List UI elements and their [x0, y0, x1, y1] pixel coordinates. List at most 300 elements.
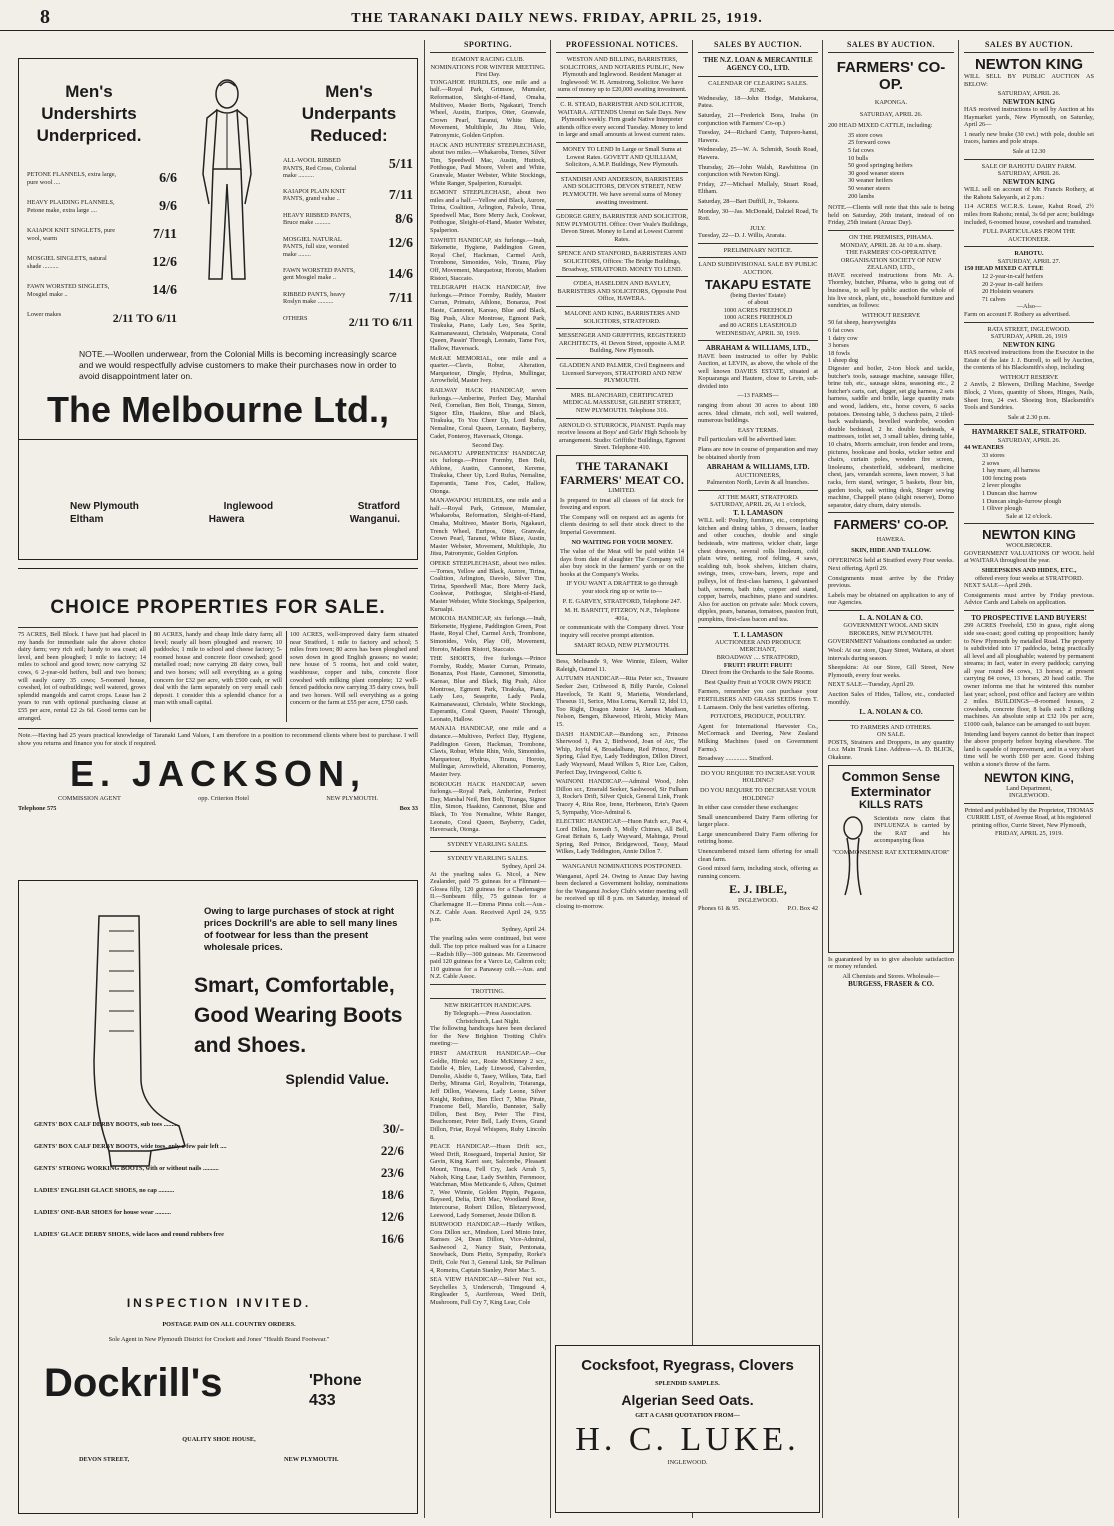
race-nominations: TELEGRAPH HACK HANDICAP, five furlongs.—Prince Formby, Ruddy, Masterr Curran, Primato, Athlone, Bonanza, Post Haste, Cannonet, Kareao, Blue and Black, Big Push, Alice Montrose, Egmont Park, Tirakuka, Piano, Lady Leo, Sea Sprite, Kaimanawauui, Christalo, Waipunata, Coral Queen, Passin' Through, Leonato, Tame Fox, Hallow, Haversack.	[430, 284, 546, 352]
list-item: 1 Duncan single-furrow plough	[982, 497, 1062, 505]
price-ribbed: 7/11	[388, 290, 413, 306]
boot-price: 30/-	[383, 1121, 404, 1136]
cs-name: "COMMONSENSE RAT EXTERMINATOR"	[832, 848, 950, 856]
sydney-sub: SYDNEY YEARLING SALES.	[447, 855, 529, 863]
list-item: 1 Oliver plough	[982, 505, 1022, 513]
weaners: 44 WEANERS	[964, 444, 1004, 452]
newton-king-5: NEWTON KING	[982, 527, 1076, 543]
race-nominations: McRAE MEMORIAL, one mile and a quarter.—Clavis, Robur, Alteration, Marquetour, Dingle, Hydrus, Mullingar, Arrowfield, Master Ivey.	[430, 354, 546, 385]
meat-text: NO WAITING FOR YOUR MONEY.	[571, 538, 673, 546]
weston-billing: WESTON AND BILLING, BARRISTERS, SOLICITORS, AND NOTARIES PUBLIC, New Plymouth and Inglewood. Resident Manager at Inglewood: W. H. Armstrong, Solicitor. We have sums of money up to £20,000 awaiting investment.	[557, 56, 687, 94]
item-fawn: FAWN WORSTED SINGLETS, Mosgiel make ..	[27, 283, 110, 298]
nominations: NOMINATIONS FOR WINTER MEETING.	[430, 63, 546, 71]
offered: offered every four weeks at STRATFORD.	[974, 574, 1084, 582]
abraham-text: Plans are now in course of preparation and may be obtained shortly from	[698, 446, 818, 461]
list-item: 2 sows	[982, 459, 1000, 467]
branch: Stratford	[357, 501, 400, 512]
price-kaiapoi: 7/11	[152, 227, 177, 242]
auctioneers: AUCTIONEERS,	[735, 471, 781, 479]
spence-stanford: SPENCE AND STANFORD, BARRISTERS AND SOLICITORS, Offices: The Bridge Buildings, Broadway, STRATFORD. MONEY TO LEND.	[557, 250, 687, 273]
boot-item: GENTS' BOX CALF DERBY BOOTS, sub toes ..........	[34, 1121, 180, 1128]
govt-item: NEXT SALE—Tuesday, April 29.	[828, 681, 915, 689]
melbourne-name: The Melbourne Ltd.,	[47, 389, 389, 430]
price-mosgiel: 12/6	[152, 255, 177, 270]
trotting-heading: TROTTING.	[471, 987, 505, 995]
boot-item: LADIES' GLACE DERBY SHOES, wide laces and round rubbers free	[34, 1231, 224, 1238]
anvils: 2 Anvils, 2 Blowers, Drilling Machine, Swedge Block, 2 Vices, quantity of Shoes, Hinges, Nails, Sheet Iron, 24 cwt. Shoeing Iron, Blacksmith's Tools and Sundries.	[964, 381, 1094, 412]
devon-street: DEVON STREET,	[79, 1456, 130, 1463]
phones: Phones 61 & 95.	[698, 905, 740, 913]
farm-rothery: Farm on account F. Rothery as advertised.	[964, 311, 1071, 319]
guarantee: Is guaranteed by us to give absolute satisfaction or money refunded.	[828, 955, 954, 971]
fruit-text: DO YOU REQUIRE TO DECREASE YOUR HOLDING?	[700, 786, 816, 802]
sat-27: SATURDAY, APRIL 27.	[997, 257, 1061, 265]
govt-brokers: GOVERNMENT WOOL AND SKIN BROKERS, NEW PLYMOUTH.	[843, 622, 939, 637]
dockrill-town: NEW PLYMOUTH.	[284, 1456, 339, 1463]
abraham-text: EASY TERMS.	[737, 426, 779, 434]
fruit-text: Good mixed farm, including stock, offering as running concern.	[698, 865, 818, 880]
fruit-text: Small unencumbered Dairy Farm offering for larger place.	[698, 813, 818, 829]
burgess: BURGESS, FRASER & CO.	[848, 980, 934, 989]
branch: Hawera	[208, 514, 245, 525]
melbourne-ad	[18, 58, 418, 440]
race-continued: ELECTRIC HANDICAP.—Huon Patch scr., Pax 4, Lord Dillon, Isonoth 5, Molly Chimes, All Bell, Great Britain 6, Lady Wayward, Mahinga, Proud Spring, Red Prince, Bridgewood, Tassy, Maud Wilkes, Lady Teddington, Annie Dillon 7.	[556, 818, 688, 856]
consign-2: Consignments must arrive by Friday previous. Advice Cards and Labels on application.	[964, 591, 1094, 607]
abraham-text: —13 FARMS—	[737, 392, 779, 400]
dockrills-name: Dockrill's	[44, 1361, 223, 1405]
boot-item: GENTS' BOX CALF DERBY BOOTS, wide toes, only a few pair left ....	[34, 1143, 227, 1150]
meat-text: The value of the Meat will be paid within 14 days from date of slaughter The Company will also buy stock in the farmers' yards or on the hooks at the Company's Works.	[560, 548, 684, 578]
sporting-column	[426, 40, 550, 1518]
luke-ad	[555, 1345, 820, 1513]
consign: Consignments must arrive by the Friday previous.	[828, 574, 954, 590]
race-continued: WAINONI HANDICAP.—Admiral Wood, John Dillon scr., Emerald Seeker, Sashwood, Sir Fulham 3, Rocke's Drift, Silver Quick, General Link, Frank Tracey 4, Rita Roe, Irene, Herbneon, Erin's Queen 5, Sympathy, Vice-Admiral 6.	[556, 778, 688, 816]
abraham-text: ranging from about 30 acres to about 180 acres. Ideal climate, rich soil, well watered, numerous buildings.	[698, 402, 818, 425]
price-fawn: 14/6	[152, 283, 177, 298]
clearing-sale: Wednesday, 25—W. A. Schmidt, South Road, Hawera.	[698, 146, 818, 161]
sydney-date: Sydney, April 24.	[501, 862, 546, 870]
price-others: 2/11 TO 6/11	[348, 314, 413, 329]
list-item: 1 Duncan disc harrow	[982, 489, 1038, 497]
takapu-estate: TAKAPU ESTATE	[704, 276, 812, 292]
algerian-oats: Algerian Seed Oats.	[621, 1391, 754, 1408]
newton-king-6: NEWTON KING,	[984, 770, 1074, 785]
race-nominations: MANAIA HANDICAP, one mile and a distance.—Multiveo, Perfect Day, Hygiene, Paddington Green, Hackman, Trombone, Clavis, Robur, White Rhin, Volo, Simonides, Marquetour, Hydrus, Tiranu, Horoto, Mullingar, Arrowfield, Alteration, Pomeroy, Master Ivey.	[430, 725, 546, 779]
fruit-text: Direct from the Orchards to the Sale Rooms.	[701, 669, 815, 677]
property-75-acres: 75 ACRES, Bell Block. I have just had placed in my hands for immediate sale the above choice dairy farm; very rich soil; handy to sea coast; all level, and been ploughed; 1 mile to factory; 14 miles to school and good town; now carrying 32 cows, 6 2-year-old heifers, bull and two horses; will easily carry 35 cows; 5-roomed house, cowshed, lot of outbuildings; well watered, grows splendid mangolds and carrot crops. Lease has 2 years to run with optional purchasing clause at £55 per acre, rental £2 2s 6d. Good terms can be arranged.	[18, 631, 146, 722]
first-day: First Day.	[475, 71, 501, 79]
hawera: HAWERA.	[876, 536, 906, 544]
haymarket-stratford: HAYMARKET SALE, STRATFORD.	[971, 428, 1087, 437]
cattle-item: 50 good springing heifers	[848, 162, 913, 170]
opp-label: opp. Criterion Hotel	[198, 795, 249, 803]
meat-text: IF YOU WANT A DRAFTER to go through your stock ring up or write to—	[566, 580, 678, 596]
kaponga: KAPONGA.	[874, 99, 908, 106]
race-nominations: EGMONT STEEPLECHASE, about two miles and a half.—Yellow and Black, Aurore, Tirina, Coalition, Arlington, Palvolo, Tirua, Speedwell Mac, Bore Merry Jack, Cookwar, Potthogue, Sleight-of-Hand, Master Webster, Spalperion.	[430, 189, 546, 235]
fruit-text: Best Quality Fruit at YOUR OWN PRICE	[704, 678, 812, 686]
clearing-sale: Tuesday, 22—D. J. Willis, Ararata.	[698, 232, 787, 240]
nz-loan: THE N.Z. LOAN & MERCANTILE AGENCY CO., LTD.	[703, 56, 813, 73]
dockrills-ad	[18, 880, 418, 1514]
sat-26b: SATURDAY, APRIL 26.	[997, 436, 1061, 444]
item-others: OTHERS	[283, 314, 308, 322]
standish-anderson: STANDISH AND ANDERSON, BARRISTERS AND SOLICITORS, DEVON STREET, NEW PLYMOUTH. We have several sums of Money awaiting investment.	[560, 175, 684, 206]
auctioneer-produce: AUCTIONEER AND PRODUCE MERCHANT,	[714, 638, 802, 654]
mrs-blanchard: MRS. BLANCHARD, CERTIFICATED MEDICAL MASSEUSE, GILBERT STREET, NEW PLYMOUTH. Telephone 316.	[563, 391, 681, 414]
price-allwool: 5/11	[388, 157, 413, 172]
boot-price-list	[34, 1121, 404, 1247]
nolan-2: L. A. NOLAN & CO.	[859, 708, 923, 717]
list-item: 1 hay mare, all harness	[982, 467, 1040, 475]
messenger-griffiths: MESSENGER AND GRIFFITHS, REGISTERED ARCHITECTS, 41 Devon Street, opposite A.M.P. Building, New Plymouth.	[558, 332, 686, 355]
column-rule	[550, 40, 551, 1518]
boot-price: 22/6	[380, 1143, 404, 1158]
abraham-williams-2: ABRAHAM & WILLIAMS, LTD.	[706, 463, 810, 472]
list-item: 100 fencing posts	[982, 474, 1027, 482]
cattle-item: 25 forward cows	[848, 139, 891, 147]
undershirt-price-list	[27, 171, 177, 326]
race-continued: WANGANUI NOMINATIONS POSTPONED.	[562, 863, 682, 871]
list-item: 2 lever ploughs	[982, 482, 1021, 490]
choice-properties	[18, 568, 418, 813]
fruit-text: Large unencumbered Dairy Farm offering for retiring home.	[698, 830, 818, 846]
price-kaiapoi-pants: 7/11	[388, 187, 413, 203]
telephone: Telephone 575	[18, 804, 57, 812]
pobox: P.O. Box 42	[787, 905, 818, 913]
palmerston: Palmerston North, Levin & all branches.	[706, 479, 810, 487]
meat-text: P. E. GARVEY, STRATFORD, Telephone 247.	[562, 597, 682, 605]
page-number: 8	[40, 6, 50, 28]
item-fawn-pants: FAWN WORSTED PANTS, gent Mosgiel make ..	[283, 266, 355, 282]
item-mosgiel-pants: MOSGIEL NATURAL PANTS, full size, worsted make ........	[283, 235, 349, 258]
cattle-item: 35 store cows	[848, 131, 883, 139]
organisation: THE FARMERS' CO-OPERATIVE ORGANISATION SOCIETY OF NEW ZEALAND, LTD.,	[840, 249, 942, 272]
meat-limited: LIMITED.	[608, 486, 636, 494]
fruit-text: Broadway .............. Stratford.	[698, 755, 774, 763]
postage-paid: POSTAGE PAID ON ALL COUNTRY ORDERS.	[162, 1321, 296, 1328]
next-sale: NEXT SALE—April 29th.	[964, 582, 1032, 590]
race-continued: Bess, Melisande 9, Wee Winnie, Eileen, Walter Raleigh, Oatmel 11.	[556, 658, 688, 673]
skin-hide-tallow: SKIN, HIDE AND TALLOW.	[851, 546, 931, 554]
broadway: BROADWAY .... STRATFORD,	[716, 654, 800, 661]
sale-time-3: Sale at 12 o'clock.	[1006, 512, 1052, 520]
column-rule	[424, 40, 425, 1518]
boot-price: 16/6	[380, 1231, 404, 1246]
luke-name: H. C. LUKE.	[575, 1421, 800, 1459]
skin-text: OFFERINGS held at Stratford every Four weeks. Next offering, April 29.	[828, 557, 954, 573]
without-reserve: WITHOUT RESERVE	[861, 311, 921, 319]
woollen-note: NOTE.—Woollen underwear, from the Colonial Mills is becoming increasingly scarce and we would respectfully advise customers to make their purchases now in order to avoid disappointment later on.	[79, 349, 397, 381]
haymarket-list	[964, 452, 1094, 513]
estate: HAS received instructions from the Executor in the Estate of the late J. J. Burrell, to sell by Auction, the contents of his Blacksmith's shop, including	[964, 349, 1094, 372]
being: (being Davies' Estate)	[730, 291, 786, 299]
sporting-heading: SPORTING.	[463, 40, 512, 49]
column-rule	[822, 40, 823, 1518]
of-about: of about	[747, 299, 769, 307]
govt-item: Wool: At our store, Quay Street, Waitara, at short intervals during season.	[828, 647, 954, 662]
newton-king: NEWTON KING	[974, 56, 1084, 73]
pihama-premises: ON THE PREMISES, PIHAMA.	[848, 233, 934, 241]
head-150: 150 HEAD MIXED CATTLE	[964, 265, 1044, 273]
cattle-item: 20 2-year in-calf heifers	[982, 280, 1043, 288]
sydney-text: At the yearling sales G. Nicol, a New Zealander, paid 75 guineas for a Flinnant—Glosea filly, 120 guineas for a Charlemagne II.—Sunbeam filly, 75 guineas for a Charlemagne II.—Emma Pinna colt.—Aus.-N.Z. Cable Assn. Received April 24, 9.55 p.m.	[430, 870, 546, 924]
town-label: NEW PLYMOUTH.	[326, 795, 378, 803]
freehold: 1000 ACRES FREEHOLD	[723, 306, 793, 314]
acres-299: 299 ACRES Freehold, £50 in grass, right along side sea-coast; good cutting up proposition; handy to New Plymouth by metalled Road. The property is subdivided into 17 paddocks, being practically all level and all ploughable; watered by permanent streams; in fact, water in every paddock; carrying all year round 84 cows, 13 horses; at present carrying 84 cows, 13 horses, 20 head cattle. The owner informs me that he wintered this number last year; school, post office and factory are within 2 miles. BUILDINGS—8-roomed houses, 2 cowsheds, concrete floor, 8 bails each 2 milking machines. An absolute snip at £32 10s per acre, £1000 cash, balance can be arranged to suit buyer.	[964, 622, 1094, 729]
sole-agent: Sole Agent in New Plymouth District for Crockett and Jones' "Health Brand Footwear."	[108, 1336, 330, 1343]
price-plaiding: 9/6	[159, 199, 177, 214]
stock-text: Digester and boiler, 2-ton block and tackle, butcher's tools, sausage machine, sausage filler, brine tub, etc., sausage skins, seasoning etc., 2 butcher's carts, cart, digger, set gig harness, 2 sets harness, saddle and bridle, large quantity mats and wood, ladders, etc., horse covers, 6 sacks potatoes. Dressing table, 3 duchess pairs, 2 tiled-back washstands, bevelled wardrobe, wooden double bedstead, 2 hr. double bedsteads, 4 mattresses, toilet set, 3 small tables, dining table, 10 chairs, Morris armchair, iron fender and irons, pictures, bookcase and books, wicker settee and chairs, curtain poles, wooden fire screen, linoleums, chesterfield, sideboard, medicine chest, jars, verandah screens, lawn mower, 3 hat racks, fern stand, wringer, 5 baskets, flour bin, garden tools, oak writing desk, Singer sewing machine, Chappell piano (slight reserve), Domo separator, dairy churn, dairy utensils.	[828, 365, 954, 509]
abraham-text: HAVE been instructed to offer by Public Auction, at LEVIN, as above, the whole of the well known DAVIES ESTATE, situated at Kopuaranga and Hautere, close to Levin, sub-divided into	[698, 352, 818, 390]
newton-king-4: NEWTON KING	[1002, 340, 1056, 349]
cocksfoot: Cocksfoot, Ryegrass, Clovers	[581, 1357, 794, 1374]
fruit-heading: FRUIT! FRUIT! FRUIT!	[723, 661, 793, 669]
race-continued: DASH HANDICAP.—Bundong scr., Princess Sherwood 1, Pax 2, Birdwood, Joan of Arc, The Whip, Joyful 4, Broadalbane, Red Prince, Proud Spring, Glad Eye, Lady Teddington, Dillon Direct, Lady Wayward, Maud Wilkes 5, Rice Lee, Calton, Perfect Day, Irvingwood, Celtic 6.	[556, 730, 688, 776]
auction-column-2	[824, 40, 958, 1518]
brighton-text: SEA VIEW HANDICAP.—Silver Nut scr., Seychelles 3, Underscrub, Timgound 4, Ringleader 5, Auriferous, Weed Drift, Mushroom, Full Cry 7, King Lear, Cole	[430, 1276, 546, 1307]
price-mosgiel-pants: 12/6	[388, 235, 413, 251]
jackson-address	[18, 795, 418, 803]
item-petone: PETONE FLANNELS, extra large, pure wool ....	[27, 171, 117, 186]
preliminary-notice: PRELIMINARY NOTICE.	[723, 246, 793, 254]
haymarket: HAS received instructions to sell by Auction at his Haymarket yards, New Plymouth, on Saturday, April 26—	[964, 106, 1094, 129]
fruit-text: DO YOU REQUIRE TO INCREASE YOUR HOLDING?	[700, 769, 816, 785]
boot-item: LADIES' ENGLISH GLACE SHOES, no cap ..........	[34, 1187, 175, 1194]
kills-rats: KILLS RATS	[859, 798, 923, 811]
chemists: All Chemists and Stores. Wholesale—	[842, 972, 940, 980]
clearing-sale: Monday, 30—Jas. McDonald, Dalziel Road, Te Roti.	[698, 207, 818, 223]
clearing-sale: Saturday, 21—Frederick Bora, Inaha (in conjunction with Farmers' Co-op.)	[698, 111, 818, 127]
boot-item: LADIES' ONE-BAR SHOES for house wear ..........	[34, 1209, 171, 1216]
gladden-palmer: GLADDEN AND PALMER, Civil Engineers and Licensed Surveyors, STRATFORD AND NEW PLYMOUTH.	[559, 362, 685, 385]
cash-quote: GET A CASH QUOTATION FROM—	[635, 1411, 740, 1419]
without-reserve-2: WITHOUT RESERVE	[999, 373, 1059, 381]
item-mosgiel: MOSGIEL SINGLETS, natural shade ..........	[27, 255, 107, 270]
lamason-2: T. I. LAMASON	[733, 630, 783, 639]
monday: MONDAY, APRIL 28. At 10 a.m. sharp.	[840, 241, 942, 249]
price-lower: 2/11 TO 6/11	[112, 311, 177, 325]
brighton-text: The following handicaps have been declared for the New Brighton Trotting Club's meeting:—	[430, 1025, 546, 1048]
stock-item: 50 fat sheep, heavyweights	[828, 319, 897, 327]
price-heavy-ribbed: 8/6	[395, 211, 413, 227]
quality-shoe-house: QUALITY SHOE HOUSE,	[182, 1436, 256, 1443]
property-100-acres: 100 ACRES, well-improved dairy farm situated near Stratford, 1 mile to factory and school; 5 miles from town; 80 acres has been ploughed and sown down in good English grasses; no waste; new house of 5 rooms, hot and cold water, washhouse, copper and tubs, concrete floor cowshed with milking plant complete; 12 well-fenced paddocks now carrying 35 dairy cows, bull and two horses. Will sell everything as a going concern or the farm at £55 per acre, £750 cash.	[286, 631, 418, 722]
fruit-text: Farmers, remember you can purchase your FERTILISERS AND GRASS SEEDS from T. I. Lamason. Only the best varieties offering.	[698, 688, 818, 711]
odea-haselden: O'DEA, HASELDEN AND BAYLEY, BARRISTERS AND SOLICITORS, Opposite Post Office, HAWERA.	[557, 280, 687, 303]
money-to-lend: MONEY TO LEND In Large or Small Sums at Lowest Rates. GOVETT AND QUILLIAM, Solicitors, A.M.P. Buildings, New Plymouth.	[562, 145, 682, 169]
boot-price: 18/6	[380, 1187, 404, 1202]
auction-heading: SALES BY AUCTION.	[846, 40, 935, 49]
meat-text: SMART ROAD, NEW PLYMOUTH.	[574, 641, 670, 649]
july-label: JULY.	[750, 224, 766, 232]
cattle-item: 30 weaner heifers	[848, 177, 893, 185]
branch: Eltham	[70, 514, 104, 525]
will-sell: WILL SELL BY PUBLIC AUCTION AS BELOW:	[964, 73, 1094, 88]
item-lower: Lower makes	[27, 311, 62, 318]
box: Box 33	[399, 804, 418, 812]
stock-item: 6 fat cows	[828, 327, 854, 335]
ible-town: INGLEWOOD.	[737, 897, 779, 905]
rata-street: RATA STREET, INGLEWOOD.	[987, 325, 1071, 333]
govt-valuations: GOVERNMENT VALUATIONS OF WOOL held at WAITARA throughout the year.	[964, 549, 1094, 565]
item-plaiding: HEAVY PLAIDING FLANNELS, Petone make, extra large ....	[27, 199, 115, 214]
fruit-text: Agent for International Harvester Co., McCormack and Deering, New Zealand Milking Machines (used on Government Farms).	[698, 722, 818, 753]
govt-item: Sheepskins: At our Store, Gill Street, New Plymouth, every four weeks.	[828, 664, 954, 679]
item-ribbed: RIBBED PANTS, heavy Roslyn make ..........	[283, 290, 346, 306]
clearing-sale: Tuesday, 24—Richard Canty, Tuiporo-hanui, Hawera.	[698, 129, 818, 144]
govt-text: GOVERNMENT Valuations conducted as under:	[828, 637, 952, 645]
stock-item: 3 horses	[828, 342, 849, 350]
cattle-item: 50 weaner steers	[848, 184, 890, 192]
full-particulars: FULL PARTICULARS FROM THE AUCTIONEER.	[982, 228, 1076, 243]
fruit-text: In either case consider these exchanges:	[698, 804, 799, 812]
splendid-value: Splendid Value.	[285, 1071, 389, 1087]
sheepskins: SHEEPSKINS AND HIDES, ETC.,	[981, 567, 1077, 575]
race-nominations: MOKOIA HANDICAP, six furlongs.—Inah, Birkenette, Hygiene, Paddington Green, Post Haste, Royal Chef, Carmel Arch, Trombone, Simonides, Volo, Play Off, Movement, Horoto, Madom Ristori, Staccato.	[430, 615, 546, 653]
race-continued: AUTUMN HANDICAP.—Rita Peter scr., Treasure Seeker 2ser, Crihwood 8, Billy Parole, Colonel Havelock, Te Kaiti 9, Marietta, Wonderland, Theseus 11, Serice, Miss Lorna, Kerrall 12, Idol 13, Too Right, Dragon Junior 14, James Madison, Nelson, Bengen, Bluewood, Hirohi, Micky Mars 15.	[556, 675, 688, 728]
woolbroker: WOOLBROKER.	[1006, 542, 1052, 550]
newton-king-3: NEWTON KING	[1002, 177, 1056, 186]
freehold: 1000 ACRES FREEHOLD	[723, 314, 793, 322]
posts-text: POSTS, Strainers and Droppers, in any quantity f.o.r. Main Trunk Line. Address—A. D. BLICK, Okakune.	[828, 738, 954, 761]
item-kaiapoi-pants: KAIAPOI PLAIN KNIT PANTS, grand value ..	[283, 187, 346, 203]
farmers-others: TO FARMERS AND OTHERS.	[850, 723, 932, 731]
farmers-meat-ad	[556, 455, 688, 655]
auction-heading: SALES BY AUCTION.	[984, 40, 1073, 49]
abraham-text: Full particulars will be advertised later.	[698, 436, 797, 444]
cattle-list	[828, 132, 954, 200]
sydney-heading: SYDNEY YEARLING SALES.	[447, 840, 529, 848]
second-day: Second Day.	[472, 442, 504, 450]
race-nominations: NGAMOTU APPRENTICES' HANDICAP, six furlongs.—Prince Formby, Ben Bolt, Athlone, Austin, Cannonet, Kereme, Tirakuka, Cheer Up, Lord Rufus, Nemaline, Esperantis, Tame Fox, Cadet, Hallow, Otonga.	[430, 449, 546, 495]
leasehold: and 80 ACRES LEASEHOLD	[719, 322, 797, 330]
meat-text: M. H. BARNITT, FITZROY, N.P., Telephone 401a,	[564, 607, 680, 622]
newton-king-2: NEWTON KING	[1002, 97, 1056, 106]
intending: Intending land buyers cannot do better than inspect the above property before buying elsewhere. The land is capable of improvement, and in a very short time will be worth £60 per acre. Good fishing within a stone's throw of the farm.	[964, 730, 1094, 769]
item-kaiapoi: KAIAPOI KNIT SINGLETS, pure wool, warm	[27, 227, 116, 242]
boot-item: GENTS' STRONG WORKING BOOTS, with or without nails ..........	[34, 1165, 219, 1172]
boot-price: 23/6	[380, 1165, 404, 1180]
acres-114: 114 ACRES W.C.R.S. Lease, Kahui Road, 2½ miles from Rahotu; rental, 3s 6d per acre; buildings included, 6-roomed house, cowshed and tramshed.	[964, 203, 1094, 226]
cattle-item: 5 fat cows	[848, 146, 874, 154]
dockrill-headline: Smart, Comfortable, Good Wearing Boots and Shoes.	[194, 974, 403, 1057]
cattle-item: 20 Holstein weaners	[982, 288, 1034, 296]
melbourne-ad-frame	[18, 440, 418, 560]
sat-april-26: SATURDAY, APRIL 26.	[859, 110, 923, 118]
branch: Wanganui.	[349, 514, 400, 525]
cattle-item: 30 good weaner steers	[848, 169, 905, 177]
brighton-text: BURWOOD HANDICAP.—Hardy Wilkes, Cora Dillon scr., Mindson, Lord Minto Inter, Ramses 24, Dean Dillon, Vice-Admiral, Sashwood 2, Nancy Stair, Pentonata, Snowback, Dum Pietto, Sympathy, Rorke's Drift, Cole Nut 3, General Link, Sir Pullman 4, Romeira, Captain Stanley, Peter Mac 5.	[430, 1221, 546, 1274]
samples: SPLENDID SAMPLES.	[655, 1380, 720, 1387]
jackson-name: E. JACKSON,	[69, 753, 367, 795]
lamason: T. I. LAMASON	[733, 508, 783, 517]
imprint: Printed and published by the Proprietor, THOMAS CURRIE LIST, of Avenue Road, at his registered printing office, Currie Street, New Plymouth, FRIDAY, APRIL 25, 1919.	[964, 806, 1094, 837]
property-80-acres: 80 ACRES, handy and cheap little dairy farm; all level; nearly all been ploughed and resown; 10 paddocks; 1 mile to school and cheese factory; 5-roomed house and concrete floor cowshed; good metalled road; now carrying 28 dairy cows, bull and two horses; will sell everything as a going concern for £32 per acre, with £500 cash, or will deal with the farm separately on very small cash deposit. I consider this a splendid chance for a man with small capital.	[150, 631, 282, 722]
mart-stratford: AT THE MART, STRATFORD.	[717, 493, 799, 501]
rat-figure-illustration	[833, 810, 873, 900]
stock-item: 18 fowls	[828, 349, 850, 357]
stock-list	[828, 319, 954, 365]
wednesday: WEDNESDAY, APRIL 30, 1919.	[715, 329, 801, 337]
stead: C. R. STEAD, BARRISTER AND SOLICITOR, WAITARA. ATTENDS Urenui on Sale Days. New Plymouth weekly. Firm grade Native Interpreter attends office every second Tuesday. Money to lend in large and small amounts at lowest current rates.	[556, 100, 688, 139]
egmont-racing-club: EGMONT RACING CLUB.	[451, 56, 525, 63]
branch: Inglewood	[223, 501, 274, 512]
malone-king: MALONE AND KING, BARRISTERS AND SOLICITORS, STRATFORD.	[564, 310, 680, 325]
govt-item: Auction Sales of Hides, Tallow, etc., conducted monthly.	[828, 691, 954, 706]
cattle-item: 12 2-year-in-calf heifers	[982, 273, 1044, 281]
sale-time-2: Sale at 2.30 p.m.	[1007, 413, 1051, 421]
agent-label: COMMISSION AGENT	[58, 795, 121, 803]
farmers-coop: FARMERS' CO-OP.	[836, 59, 946, 93]
column-rule	[692, 40, 693, 1518]
scientists: Scientists now claim that INFLUENZA is carried by the RAT and his accompanying fleas	[874, 814, 950, 845]
sat-26-1919: SATURDAY, APRIL 26, 1919	[990, 333, 1068, 341]
masthead	[0, 6, 1114, 31]
race-nominations: TONGAHOE HURDLES, one mile and a half.—Royal Park, Grimsoe, Mumsler, Reformation, Sleight-of-Hand, Omaha, Multiveo, Master Boris, Ngakauri, Trench Wheel, Austin, Euripos, Otter, Granvale, Crown Pearl, Taranui, White Blaze, Movement, Multihiple, Jiu Jitsu, Velo, Patronymic, Golden Gripfon.	[430, 78, 546, 139]
meat-text: The Company will on request act as agents for clients desiring to sell their stock direct to the Imperial Government.	[560, 513, 684, 536]
brighton-text: FIRST AMATEUR HANDICAP.—Our Goldie, Hiroki scr., Rosie McKinney 2 scr., Estelle 4, Blev, Lady Linwood, Calverden, Dunolie, Alsidie 6, Tasey, Wilkes, Tata, Earl Derby, Mirama Girl, Royalivin, Totaranga, Jeff Dillon, Waiwera, Lady Leone, Silver Knight, Rothino, Ben Elect 7, Miss Pirate, Francene Bell, Marello, Bannster, Sally Dillon, Best Boy, Peter The First, Beachcomer, Peter Bell, Lady Evers, Grand Dillon, Friar, Royal Whispers, Ruby Lincoln 8.	[430, 1050, 546, 1141]
item-allwool: ALL-WOOL RIBBED PANTS, Red Cross, Colonial make ..........	[283, 157, 357, 180]
race-nominations: THE SHORTS, five furlongs.—Prince Formby, Ruddy, Master Curran, Primato, Bonanza, Post Haste, Cannonet, Simonetta, Kareao, Blue and Black, Big Push, Alice Montrose, Egmont Park, Tirakuka, Piano, Lady Leo, Seasprite, Lady Paula, Kaimanawauui, Christalo, White Stockings, Esperantis, Coral Queen, Passin' Through, Leonato, Hallow.	[430, 655, 546, 723]
fruit-text: Unencumbered mixed farm offering for small clean farm.	[698, 848, 818, 863]
cattle-item: 71 calves	[982, 295, 1006, 303]
prospective-buyers: TO PROSPECTIVE LAND BUYERS!	[971, 614, 1087, 623]
kaponga-note: NOTE.—Clients will note that this sale is being held on Saturday, 26th instant, instead of on Friday, 25th instant (Anzac Day).	[828, 204, 954, 227]
brighton-text: PEACE HANDICAP.—Huon Drift scr., Weed Drift, Roseguard, Imperial Junior, Sir Gavin, King Karri sser, Salcombe, Pleasant Mount, Tirana, Fell Cry, Jack Arrah 5, Nahoh, King Lear, Lady Swithin, Fernmoor, Watchman, Miss Meticande 6, Athos, Quimet 7, Wee Winnie, Golden Pippin, Pegasus, Bayseed, Delta, Drift Mac, Woodland Rose, Intercourse, Robert Dillon, Bletzerywood, Leewood, Lady Somerset, Jessie Dillon 8.	[430, 1143, 546, 1219]
dockrill-phone: 'Phone 433	[309, 1372, 362, 1409]
column-rule	[958, 40, 959, 1518]
brighton-heading: NEW BRIGHTON HANDICAPS.	[444, 1002, 532, 1010]
head-mixed: 200 HEAD MIXED CATTLE, including:	[828, 122, 933, 130]
auction-column-3	[960, 40, 1098, 1518]
rahotu-sale: SALE OF RAHOTU DAIRY FARM.	[981, 162, 1077, 170]
meat-text: or communicate with the Company direct. Your inquiry will receive prompt attention.	[560, 624, 684, 640]
sydney-text: The yearling sales were continued, but were dull. The top price realised was for a Linacre—Radish filly—300 guineas. Mr. Greenwood paid 120 guineas for a Varco Le, Caltron colt; 110 guineas for a Panaway colt.—Aus. and N.Z. Cable Assoc.	[430, 935, 546, 981]
lamason-text: WILL sell: Poultry, furniture, etc., comprising kitchen and dining tables, 3 dressers, leather and other couches, double and single bedsteads, wire mattress, wicker chair, large chest drawers, several rolls linoleum, cold plain wire, netting, roof felting, 4 saws, scalding tub, book shelves, kitchen chairs, swings, trees, crow-bars, levers, rope and pulleys, lot of first-class harness, 1 galvanised bath, screens, bath tubs, copper and stand, copper, barrels, machines, piano and sundries. Also for auction on private sale: Mock covers, dipples, pears, bananas, tomatoes, passion fruit, pumpkins, first-class bacon and tea.	[698, 517, 818, 623]
rat-exterminator-ad	[828, 765, 954, 953]
abraham-williams: ABRAHAM & WILLIAMS, LTD.,	[705, 344, 811, 353]
race-continued: Wanganui, April 24. Owing to Anzac Day having been declared a Government holiday, nominations for the Wanganui Jockey Club's winter meeting will be received up till 8 p.m. on Saturday, instead of closing to-morrow.	[556, 872, 688, 911]
ible-contact	[698, 905, 818, 913]
race-nominations: HACK AND HUNTERS' STEEPLECHASE, about two miles.—Whakaroba, Tornes, Silver Tim, Speedwell Mac, Austin, Huttock, Potthogue, Paul Moore, Velvet and White, Granvale, Master Webster, White Stockings, White Ranger, Spalperion, Kurualpi.	[430, 141, 546, 187]
dockrill-intro: Owing to large purchases of stock at right prices Dockrill's are able to sell many lines of footwear for less than the present wholesale prices.	[204, 906, 398, 953]
sale-time: Sale at 12.30	[1012, 148, 1046, 156]
cattle-150-list	[964, 273, 1094, 303]
on-sale: ON SALE.	[877, 731, 905, 739]
mart-date: SATURDAY, APRIL 26, At 1 o'clock,	[710, 501, 806, 509]
jackson-contact	[18, 805, 418, 813]
arnold-sturrock: ARNOLD O. STURROCK, PIANIST. Pupils may receive lessons at Boys' and Girls' High Schools by arrangement. Studio: Griffiths' Buildings, Egmont Street. Telephone 410.	[557, 421, 687, 452]
item-heavy-ribbed: HEAVY RIBBED PANTS, Bruce make ..........	[283, 211, 352, 227]
rahotu-date: SATURDAY, APRIL 26.	[997, 170, 1061, 178]
calendar-heading: CALENDAR OF CLEARING SALES.	[708, 79, 808, 87]
underpants-heading: Men's Underpants Reduced:	[301, 82, 397, 145]
clearing-sale: Wednesday, 18—John Hodge, Matukaroa, Patea.	[698, 94, 818, 110]
farmers-coop-2: FARMERS' CO-OP.	[833, 517, 949, 533]
race-nominations: OPEKE STEEPLECHASE, about two miles.—Tornes, Yellow and Black, Aurore, Tirina, Coalition, Arlington, Davolo, Silver Tim, Tirina, Speedwell Mac, Bore Merry Jack, Cookwar, Potthogue, Sleight-of-Hand, Master Webster, White Stockings, Spalperion, Kurualpi.	[430, 560, 547, 613]
undershirts-heading: Men's Undershirts Underpriced.	[36, 82, 142, 145]
clearing-sale: Thursday, 26—John Walsh, Rawhitiroa (in conjunction with Newton King).	[698, 163, 818, 179]
race-nominations: RAILWAY HACK HANDICAP, seven furlongs.—Amberine, Perfect Day, Marshal Neil, Cornelian, Ben Bolt, Tiranga, Simon, Signor Elin, Haakino, Blue and Black, Tirakuka, To You Cheer Up, Lord Rufus, Nemaline, Coral Queen, Leonato, Bayberry, Cadet, Fonteroy, Haversack, Otonga.	[430, 386, 546, 440]
auction-heading: SALES BY AUCTION.	[713, 40, 802, 49]
rahotu: RAHOTU.	[1014, 250, 1044, 258]
clearing-sale: Friday, 27—Michael Mullaly, Stuart Road, Eltham.	[698, 180, 818, 196]
sydney-text: Sydney, April 24.	[501, 925, 546, 933]
professional-heading: PROFESSIONAL NOTICES.	[565, 40, 679, 49]
branch: New Plymouth	[70, 501, 139, 512]
newspaper-title: THE TARANAKI DAILY NEWS. FRIDAY, APRIL 25, 1919.	[351, 11, 763, 26]
ible: E. J. IBLE,	[729, 882, 787, 897]
